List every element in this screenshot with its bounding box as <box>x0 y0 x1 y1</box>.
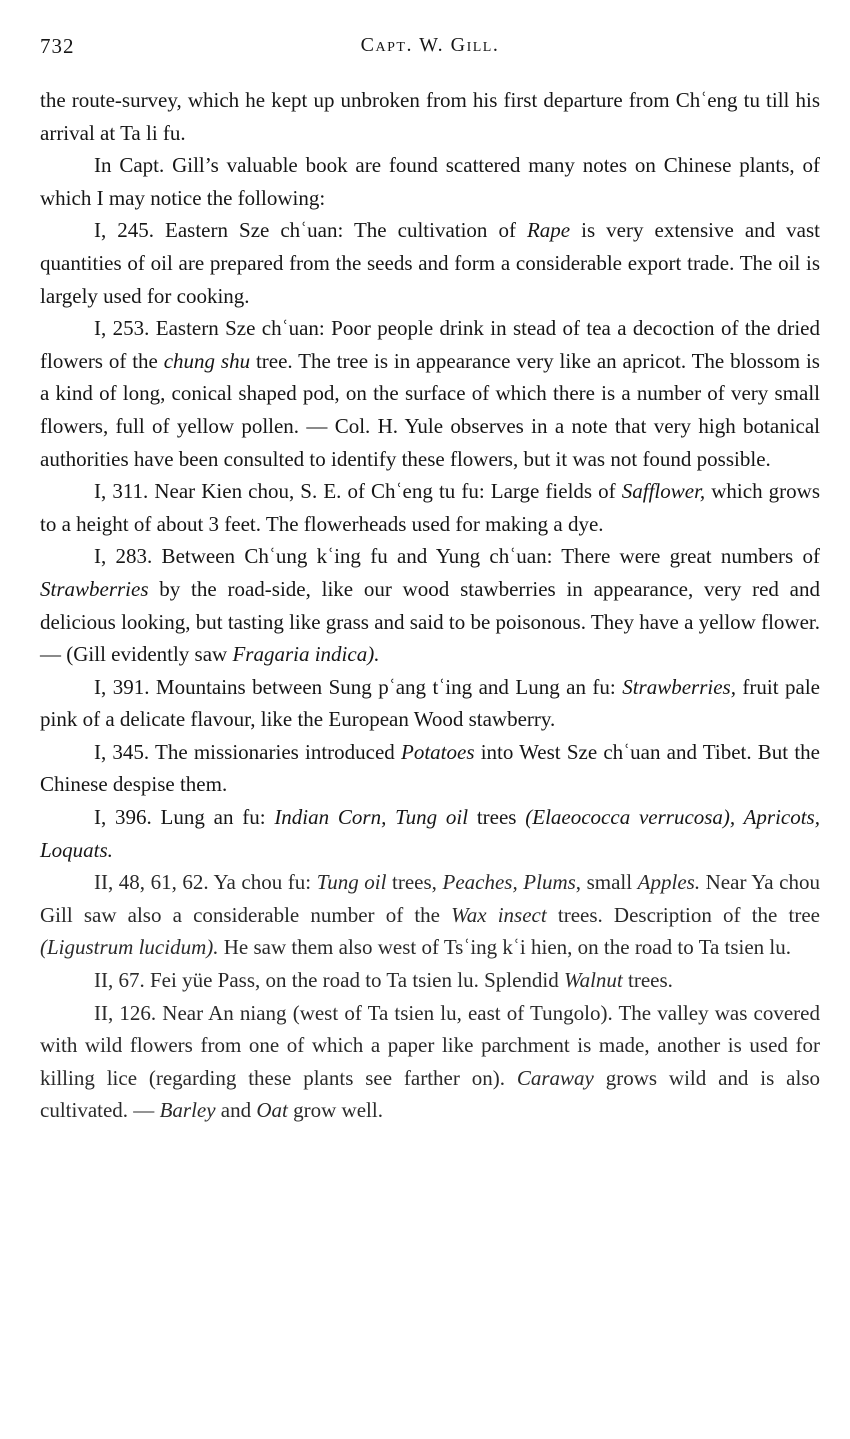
italic-text: Indian Corn, Tung oil <box>274 805 469 830</box>
text-run: I, 253. Eastern Sze chʿuan: Poor people drink in stead of tea a decoction of the dried flowers of the <box>40 316 820 373</box>
page-header <box>40 30 820 64</box>
text-run: I, 245. Eastern Sze chʿuan: The cultivation of <box>94 218 527 243</box>
text-run: and <box>215 1098 257 1123</box>
text-run: II, 48, 61, 62. Ya chou fu: <box>94 870 317 895</box>
text-run: I, 345. The missionaries introduced <box>94 739 401 764</box>
text-run: by the road-side, like our wood stawberries in appearance, very red and delicious looking, but tasting like grass and said to be poisonous. They have a yellow flower. — (Gill evidently saw <box>40 576 820 667</box>
italic-text: Oat <box>256 1098 288 1123</box>
italic-text: Barley <box>159 1098 216 1123</box>
italic-text: Caraway <box>516 1065 594 1090</box>
italic-text: Walnut <box>564 968 623 993</box>
paragraph <box>40 671 820 736</box>
italic-text: Wax insect <box>451 902 547 927</box>
italic-text: Potatoes <box>401 739 475 764</box>
paragraph <box>40 214 820 312</box>
paragraph <box>40 475 820 540</box>
text-run: II, 67. Fei yüe Pass, on the road to Ta tsien lu. Splendid <box>94 968 565 993</box>
italic-text: Tung oil <box>316 870 387 895</box>
italic-text: (Elaeococca verrucosa), Apricots, Loquats. <box>40 805 820 862</box>
paragraph <box>40 149 820 214</box>
italic-text: (Ligustrum lucidum). <box>40 935 219 960</box>
text-run: I, 396. Lung an fu: <box>94 805 275 830</box>
italic-text: Fragaria indica). <box>232 642 380 667</box>
text-run: trees <box>468 805 526 830</box>
paragraph <box>40 312 820 475</box>
paragraph <box>40 540 820 670</box>
text-run: He saw them also west of Tsʿing kʿi hien, on the road to Ta tsien lu. <box>218 935 792 960</box>
paragraph <box>40 736 820 801</box>
body-text <box>40 84 820 1127</box>
text-run: is very extensive and vast quantities of oil are prepared from the seeds and form a considerable export trade. The oil is largely used for cooking. <box>40 218 820 308</box>
italic-text: Safflower, <box>621 479 706 504</box>
text-run: I, 391. Mountains between Sung pʿang tʿing and Lung an fu: <box>94 674 623 699</box>
italic-text: Apples. <box>637 870 701 895</box>
text-run: , small <box>575 870 638 895</box>
italic-text: chung shu <box>163 348 251 373</box>
book-page <box>40 30 820 1127</box>
paragraph <box>40 997 820 1127</box>
paragraph <box>40 84 820 149</box>
text-run: which grows to a height of about 3 feet. The flowerheads used for making a dye. <box>40 479 820 536</box>
paragraph <box>40 964 820 997</box>
text-run: I, 311. Near Kien chou, S. E. of Chʿeng tu fu: Large fields of <box>94 479 622 504</box>
text-run: fruit pale pink of a delicate flavour, like the European Wood stawberry. <box>40 674 820 732</box>
italic-text: Strawberries <box>40 576 149 601</box>
running-head: Capt. W. Gill. <box>360 34 500 56</box>
text-run: trees, <box>386 870 443 895</box>
italic-text: Peaches, Plums <box>442 870 576 895</box>
italic-text: Rape <box>526 218 571 243</box>
paragraph <box>40 801 820 866</box>
text-run: into West Sze chʿuan and Tibet. But the Chinese despise them. <box>40 739 820 797</box>
text-run: In Capt. Gill’s valuable book are found scattered many notes on Chinese plants, of which I may notice the following: <box>40 153 820 210</box>
text-run: the route-survey, which he kept up unbroken from his first departure from Chʿeng tu till his arrival at Ta li fu. <box>40 88 820 145</box>
text-run: Near Ya chou Gill saw also a considerable number of the <box>40 870 820 927</box>
italic-text: Strawberries, <box>622 674 736 699</box>
text-run: trees. <box>622 968 673 993</box>
text-run: trees. Description of the tree <box>546 902 820 927</box>
text-run: grow well. <box>287 1098 383 1123</box>
text-run: II, 126. Near An niang (west of Ta tsien lu, east of Tungolo). The valley was covered with wild flowers from one of which a paper like parchment is made, another is used for killing lice (regarding these plants see farther on). <box>40 1000 820 1090</box>
paragraph <box>40 866 820 964</box>
page-number: 732 <box>40 34 75 58</box>
text-run: I, 283. Between Chʿung kʿing fu and Yung chʿuan: There were great numbers of <box>94 544 820 569</box>
text-run: grows wild and is also cultivated. — <box>40 1065 820 1123</box>
text-run: tree. The tree is in appearance very like an apricot. The blossom is a kind of long, conical shaped pod, on the surface of which there is a number of very small flowers, full of yellow pollen. — Col. H. Yule observes in a note that very high botanical authorities have been consulted to identify these flowers, but it was not found possible. <box>40 348 820 471</box>
